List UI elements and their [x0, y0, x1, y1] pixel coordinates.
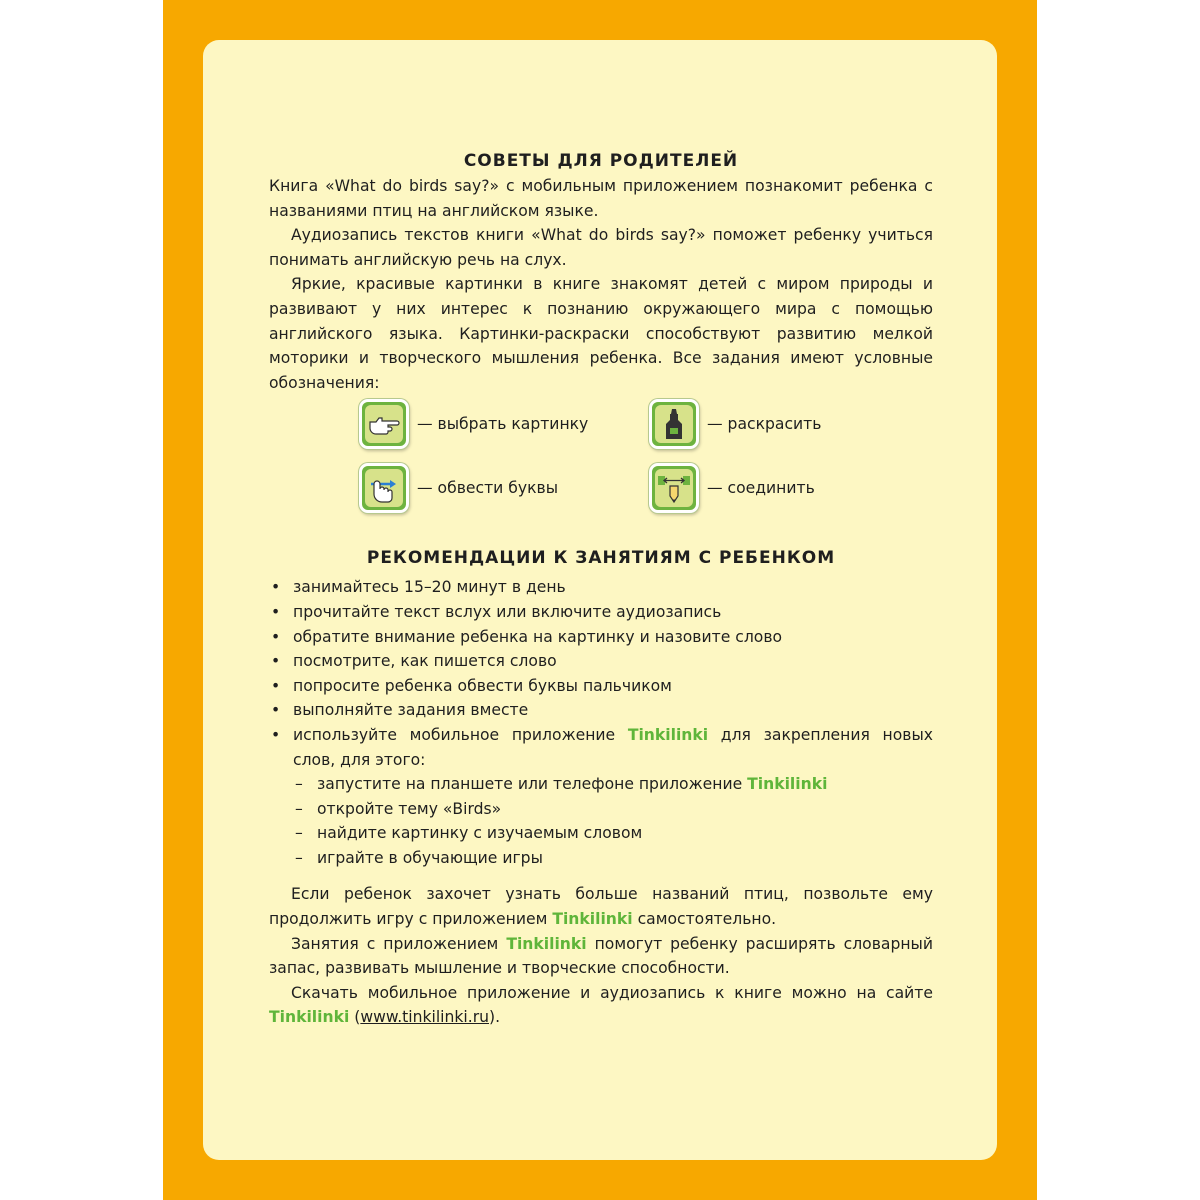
legend-item-connect — [649, 463, 815, 513]
closing-paragraph-3 — [269, 981, 933, 1030]
app-steps-list — [293, 772, 933, 870]
step-launch-text: запустите на планшете или телефоне приложение — [317, 775, 748, 794]
page-frame — [163, 0, 1037, 1200]
task-legend — [269, 399, 933, 527]
marker-icon — [649, 399, 699, 449]
list-item: • прочитайте текст вслух или включите аудиозапись — [269, 600, 933, 625]
tips-paragraph-3: Яркие, красивые картинки в книге знакомят детей с миром природы и развивают у них интерес к познанию окружающего мира с помощью английского языка. Картинки-раскраски способствуют развитию мелкой моторики и творческого мышления ребенка. Все задания имеют условные обозначения: — [269, 275, 933, 392]
pointing-hand-icon — [359, 399, 409, 449]
closing-paragraph-2 — [269, 932, 933, 981]
list-item: • обратите внимание ребенка на картинку и назовите слово — [269, 625, 933, 650]
recommendations-list — [269, 575, 933, 870]
tips-heading: СОВЕТЫ ДЛЯ РОДИТЕЛЕЙ — [463, 151, 739, 171]
list-item-app — [269, 723, 933, 871]
app-bullet-text-after: для закрепления новых слов, для этого: — [293, 725, 933, 769]
brand-name: Tinkilinki — [747, 775, 828, 794]
closing-1-text-before: Если ребенок захочет узнать больше названий птиц, позвольте ему продолжить игру с приложением — [269, 885, 933, 929]
website-link[interactable]: www.tinkilinki.ru — [360, 1008, 489, 1027]
list-item: • выполняйте задания вместе — [269, 698, 933, 723]
legend-item-trace — [359, 463, 558, 513]
legend-item-color — [649, 399, 821, 449]
content-card — [203, 40, 997, 1160]
brand-name: Tinkilinki — [627, 725, 709, 744]
tips-paragraph-1: Книга «What do birds say?» с мобильным приложением познакомит ребенка с названиями птиц на английском языке. — [269, 177, 933, 220]
sub-list-item: – откройте тему «Birds» — [293, 797, 933, 822]
closing-paragraph-1 — [269, 882, 933, 931]
url-open-paren: ( — [349, 1008, 361, 1027]
closing-3-text: Скачать мобильное приложение и аудиозапись к книге можно на сайте — [291, 983, 933, 1002]
list-item: • занимайтесь 15–20 минут в день — [269, 575, 933, 600]
sub-list-item: – играйте в обучающие игры — [293, 846, 933, 871]
legend-label-choose: — выбрать картинку — [417, 415, 589, 434]
content-column — [269, 148, 933, 1030]
closing-1-text-after: самостоятельно. — [632, 910, 777, 929]
list-item: • попросите ребенка обвести буквы пальчиком — [269, 674, 933, 699]
spacer — [269, 870, 933, 882]
brand-name: Tinkilinki — [269, 1008, 350, 1027]
legend-item-choose — [359, 399, 588, 449]
tips-paragraph-2: Аудиозапись текстов книги «What do birds say?» поможет ребенку учиться понимать английскую речь на слух. — [269, 226, 933, 269]
sub-list-item: – найдите картинку с изучаемым словом — [293, 821, 933, 846]
trace-finger-icon — [359, 463, 409, 513]
closing-2-text-after: помогут ребенку расширять словарный запас, развивать мышление и творческие способности. — [269, 934, 933, 978]
connect-pencil-icon — [649, 463, 699, 513]
legend-label-color: — раскрасить — [707, 415, 822, 434]
legend-label-trace: — обвести буквы — [417, 479, 559, 498]
url-close-paren: ). — [489, 1008, 501, 1027]
closing-2-text-before: Занятия с приложением — [291, 934, 507, 953]
sub-list-item — [293, 772, 933, 797]
app-bullet-text-before: используйте мобильное приложение — [293, 725, 628, 744]
list-item: • посмотрите, как пишется слово — [269, 649, 933, 674]
brand-name: Tinkilinki — [506, 934, 587, 953]
recommendations-heading: РЕКОМЕНДАЦИИ К ЗАНЯТИЯМ С РЕБЕНКОМ — [366, 548, 836, 569]
brand-name: Tinkilinki — [552, 910, 633, 929]
legend-label-connect: — соединить — [707, 479, 815, 498]
